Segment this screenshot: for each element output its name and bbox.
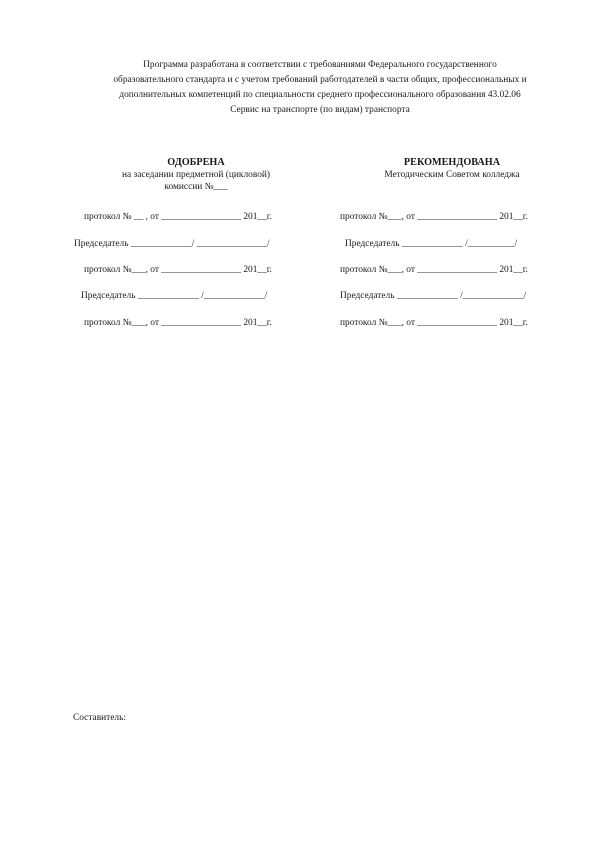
intro-line-3: дополнительных компетенций по специальности среднего профессионального образования 43.02.06	[119, 90, 521, 100]
right-chairman-line-1: Председатель _____________ /__________/	[345, 239, 518, 249]
approved-heading: ОДОБРЕНА	[167, 157, 225, 168]
intro-line-4: Сервис на транспорте (по видам) транспорта	[230, 105, 410, 115]
left-protocol-line-3: протокол №___, от _________________ 201__г.	[84, 318, 272, 328]
right-protocol-line-1: протокол №___, от _________________ 201__г.	[340, 212, 528, 222]
right-chairman-line-2: Председатель _____________ /_____________/	[340, 291, 527, 301]
right-protocol-line-2: протокол №___, от _________________ 201__г.	[340, 265, 528, 275]
intro-line-1: Программа разработана в соответствии с требованиями Федерального государственного	[143, 60, 497, 70]
recommended-heading: РЕКОМЕНДОВАНА	[403, 157, 501, 168]
left-protocol-line-1: протокол № __ , от _________________ 201__г.	[84, 212, 272, 222]
program-description	[60, 58, 580, 118]
left-protocol-line-2: протокол №___, от _________________ 201__г.	[84, 265, 272, 275]
approved-subheading-2: комиссии №___	[164, 182, 228, 192]
approved-block-heading	[96, 157, 296, 193]
recommended-block-heading	[352, 157, 552, 181]
intro-line-2: образовательного стандарта и с учетом требований работодателей в части общих, профессиональных и	[113, 75, 527, 85]
right-protocol-line-3: протокол №___, от _________________ 201__г.	[340, 318, 528, 328]
left-chairman-line-2: Председатель _____________ /_____________/	[81, 291, 268, 301]
approved-subheading-1: на заседании предметной (цикловой)	[121, 170, 271, 180]
left-chairman-line-1: Председатель _____________/ _______________/	[74, 239, 270, 249]
compiler-label: Составитель:	[73, 713, 126, 723]
recommended-subheading: Методическим Советом колледжа	[384, 170, 520, 180]
